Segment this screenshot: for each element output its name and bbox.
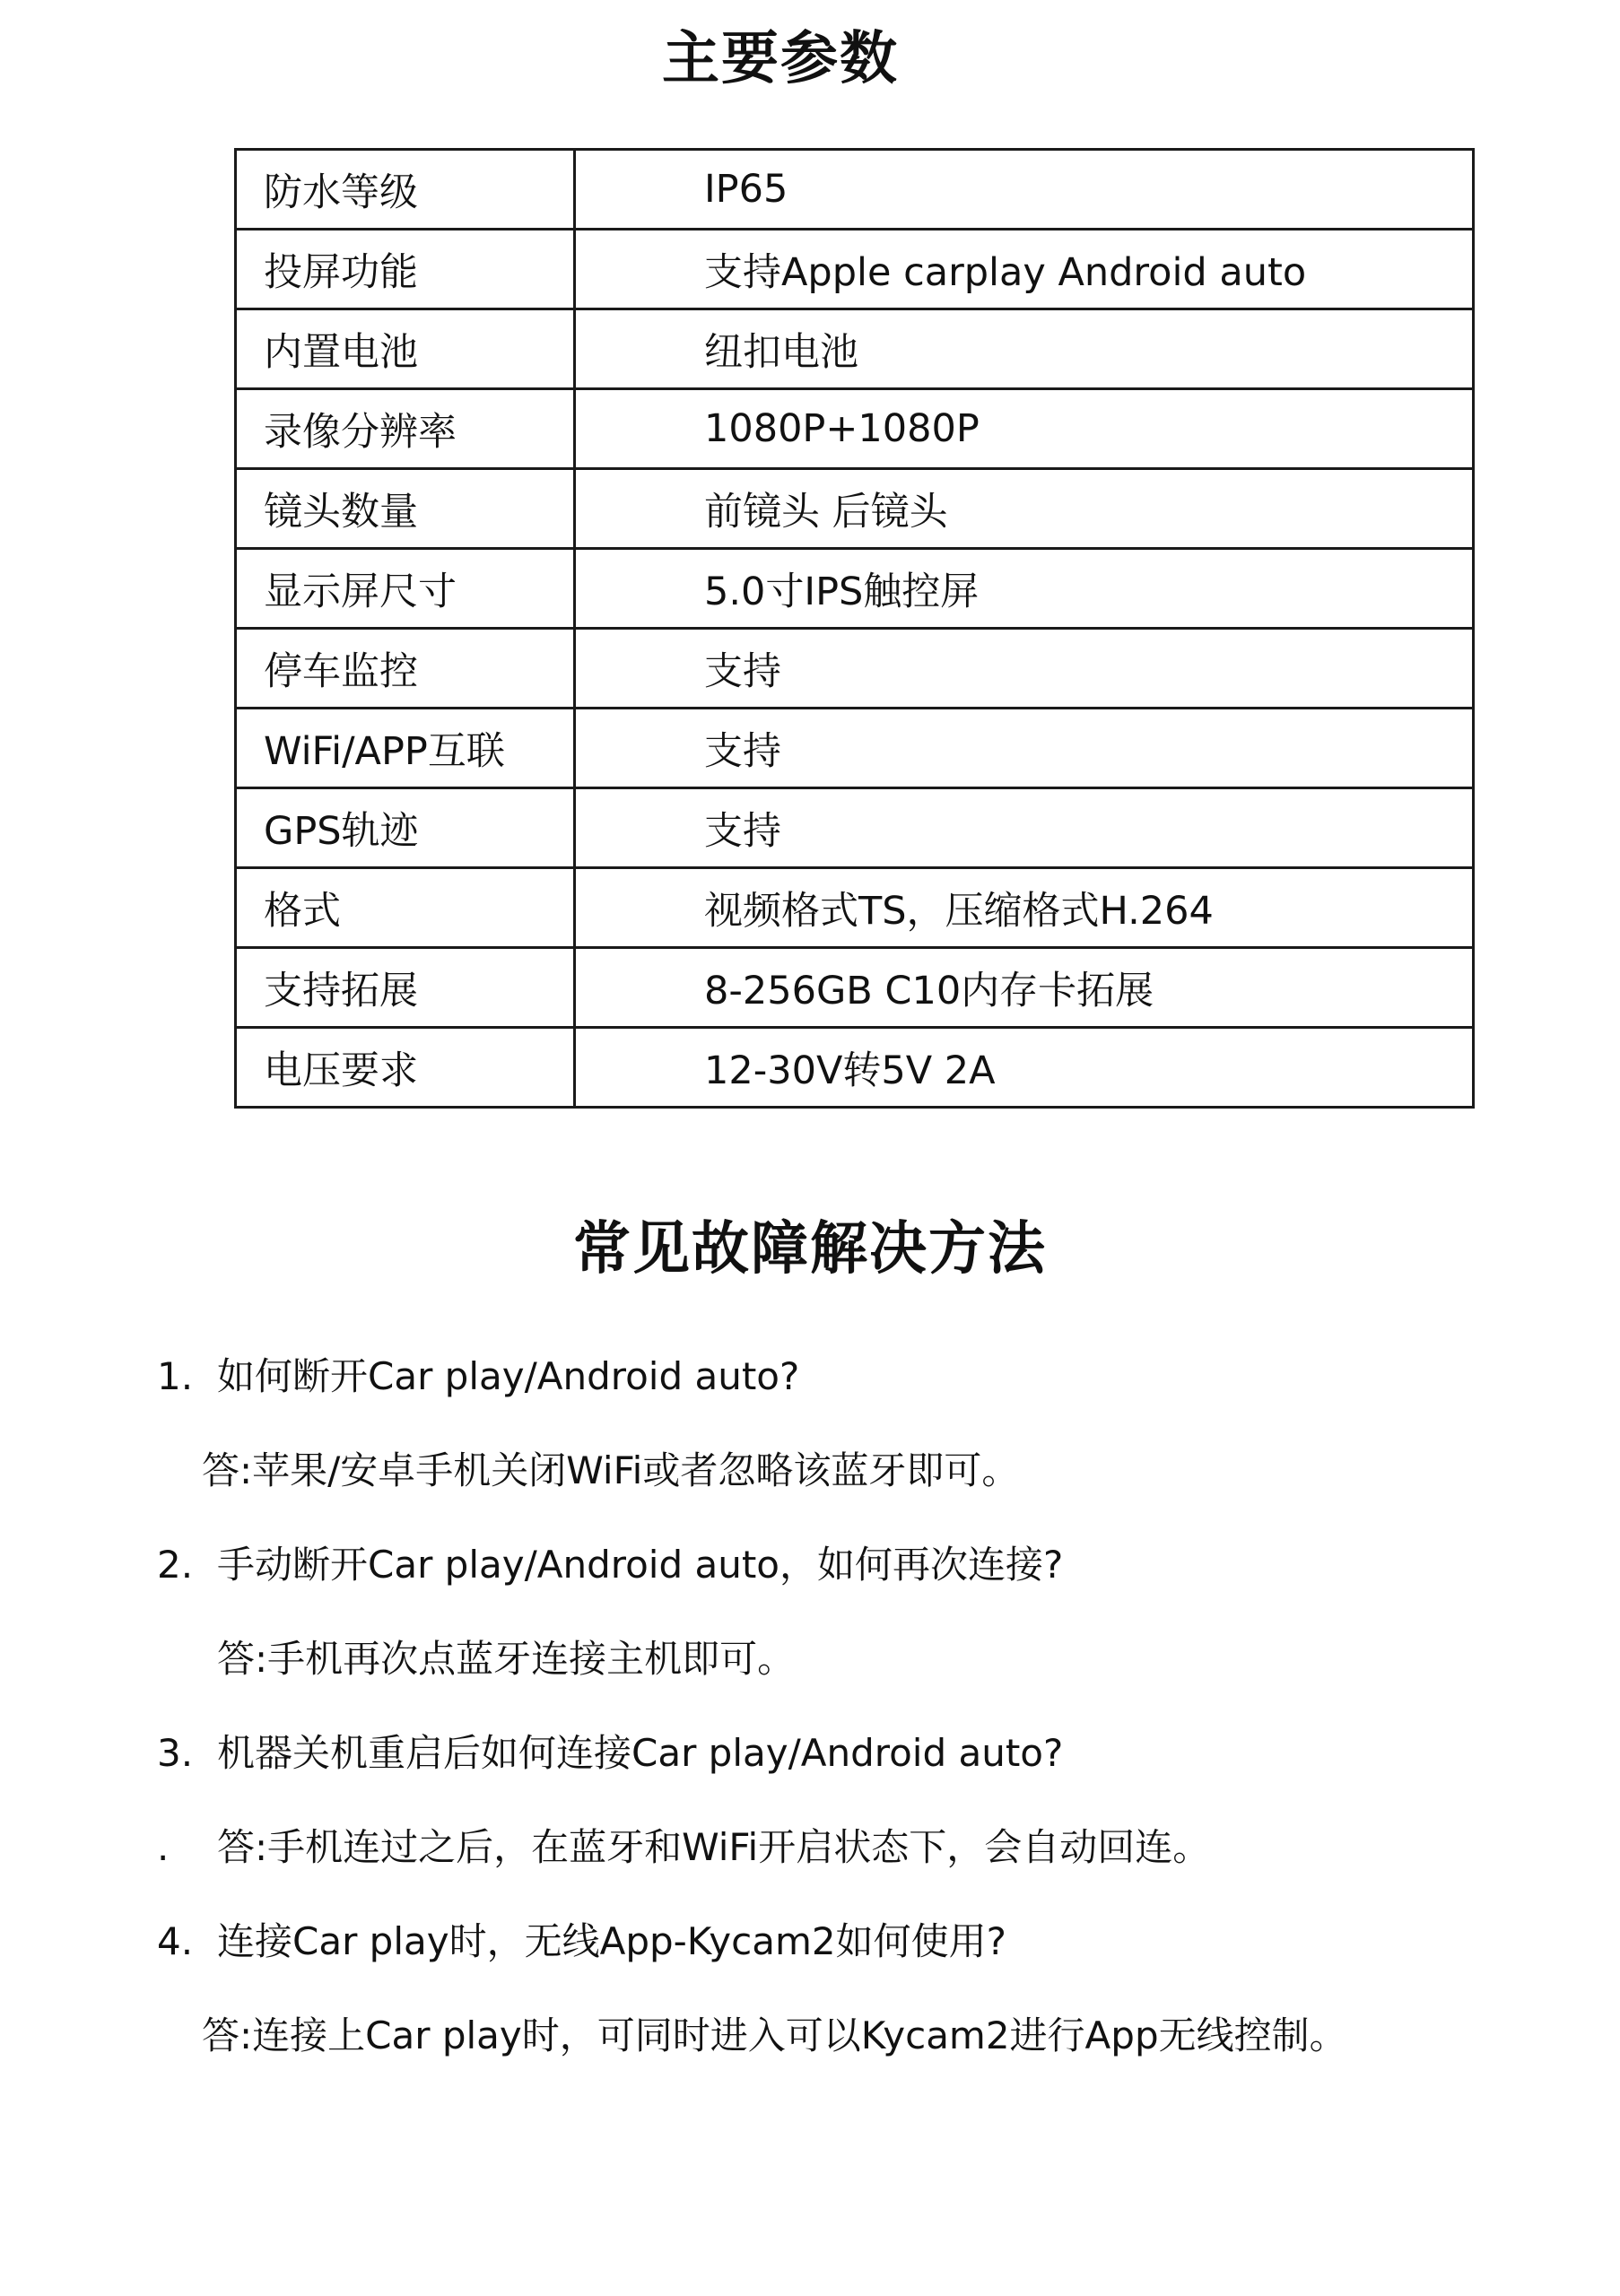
spec-value: 12-30V转5V 2A xyxy=(575,1028,1474,1108)
faq-question-text: 连接Car play时，无线App-Kycam2如何使用? xyxy=(217,1919,1006,1963)
spec-value: 5.0寸IPS触控屏 xyxy=(575,549,1474,629)
page-title: 主要参数 xyxy=(662,26,899,92)
spec-label: 内置电池 xyxy=(236,309,575,389)
table-row xyxy=(236,1028,1474,1108)
spec-label: 电压要求 xyxy=(236,1028,575,1108)
spec-label: 格式 xyxy=(236,868,575,948)
faq-answer xyxy=(157,1821,1556,1874)
table-row xyxy=(236,948,1474,1028)
faq-answer-text: 答:手机再次点蓝牙连接主机即可。 xyxy=(217,1637,796,1681)
spec-label: 录像分辨率 xyxy=(236,389,575,469)
spec-label: 投屏功能 xyxy=(236,230,575,309)
faq-question-text: 如何断开Car play/Android auto? xyxy=(217,1354,800,1398)
spec-table xyxy=(234,148,1475,1109)
spec-value: 视频格式TS，压缩格式H.264 xyxy=(575,868,1474,948)
faq-answer-marker: . xyxy=(157,1825,170,1869)
spec-value: 支持 xyxy=(575,709,1474,788)
spec-value: 支持 xyxy=(575,629,1474,709)
faq-answer-text: 答:苹果/安卓手机关闭WiFi或者忽略该蓝牙即可。 xyxy=(202,1448,1020,1492)
faq-question xyxy=(157,1538,1556,1592)
spec-label: 防水等级 xyxy=(236,150,575,230)
table-row xyxy=(236,709,1474,788)
table-row xyxy=(236,629,1474,709)
spec-label: WiFi/APP互联 xyxy=(236,709,575,788)
table-row xyxy=(236,868,1474,948)
table-row xyxy=(236,389,1474,469)
faq-answer-text: 答:连接上Car play时，可同时进入可以Kycam2进行App无线控制。 xyxy=(202,2013,1347,2057)
spec-value: 1080P+1080P xyxy=(575,389,1474,469)
spec-value: 纽扣电池 xyxy=(575,309,1474,389)
spec-label: 支持拓展 xyxy=(236,948,575,1028)
faq-question-text: 手动断开Car play/Android auto，如何再次连接? xyxy=(217,1543,1064,1587)
table-row xyxy=(236,469,1474,549)
faq-answer xyxy=(157,1632,1556,1686)
spec-value: 前镜头 后镜头 xyxy=(575,469,1474,549)
table-row xyxy=(236,230,1474,309)
faq-answer xyxy=(157,1444,1556,1498)
faq-question xyxy=(157,1350,1556,1404)
faq-question xyxy=(157,1726,1556,1780)
table-row xyxy=(236,788,1474,868)
faq-number: 4. xyxy=(157,1919,194,1963)
spec-value: 支持Apple carplay Android auto xyxy=(575,230,1474,309)
faq-answer-text: 答:手机连过之后，在蓝牙和WiFi开启状态下，会自动回连。 xyxy=(217,1825,1211,1869)
spec-label: 显示屏尺寸 xyxy=(236,549,575,629)
spec-label: 停车监控 xyxy=(236,629,575,709)
faq-question-text: 机器关机重启后如何连接Car play/Android auto? xyxy=(217,1731,1064,1775)
spec-label: GPS轨迹 xyxy=(236,788,575,868)
faq-answer xyxy=(157,2009,1556,2063)
faq-number: 3. xyxy=(157,1731,194,1775)
table-row xyxy=(236,549,1474,629)
faq-list xyxy=(157,1350,1556,2103)
spec-value: 8-256GB C10内存卡拓展 xyxy=(575,948,1474,1028)
spec-value: IP65 xyxy=(575,150,1474,230)
faq-title: 常见故障解决方法 xyxy=(573,1216,1047,1283)
spec-value: 支持 xyxy=(575,788,1474,868)
table-row xyxy=(236,309,1474,389)
faq-number: 1. xyxy=(157,1354,194,1398)
faq-number: 2. xyxy=(157,1543,194,1587)
faq-question xyxy=(157,1915,1556,1969)
spec-label: 镜头数量 xyxy=(236,469,575,549)
table-row xyxy=(236,150,1474,230)
